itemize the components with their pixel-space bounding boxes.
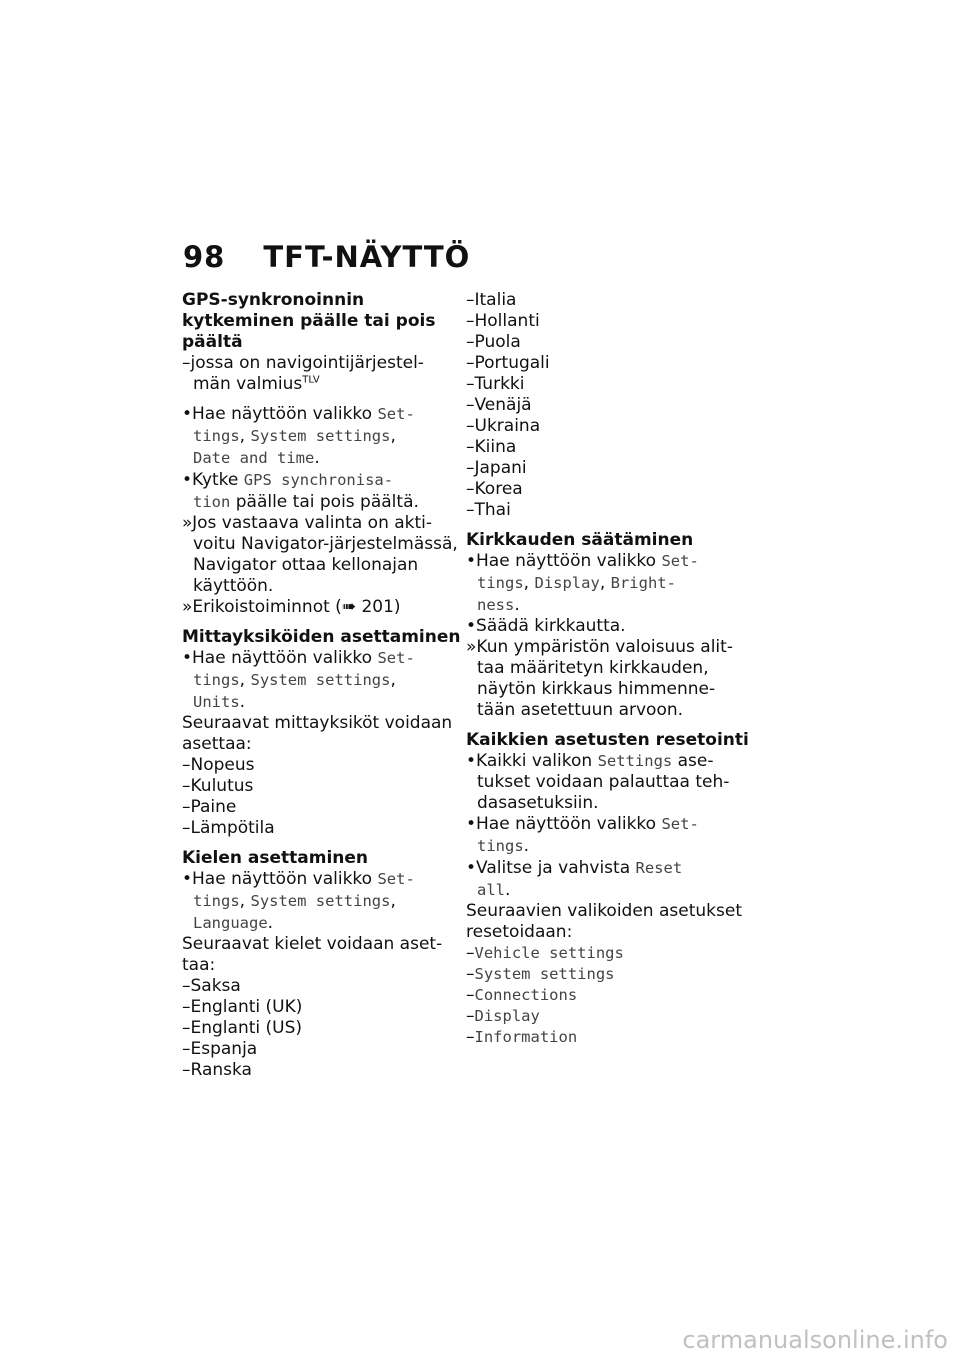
list-item: –Thai bbox=[466, 500, 511, 520]
instruction-step-cont: tukset voidaan palauttaa teh- bbox=[477, 772, 730, 792]
list-item: –Espanja bbox=[182, 1039, 258, 1059]
instruction-step: •Kaikki valikon Settings ase- bbox=[466, 751, 714, 771]
instruction-step-cont: dasasetuksiin. bbox=[477, 793, 599, 813]
condition-line: män valmius$^{TLV}$ bbox=[193, 374, 320, 394]
section-heading: kytkeminen päälle tai pois bbox=[182, 311, 436, 331]
instruction-step: •Hae näyttöön valikko Set- bbox=[466, 551, 699, 571]
instruction-step: •Hae näyttöön valikko Set- bbox=[182, 648, 415, 668]
instruction-step-cont: tings, Display, Bright- bbox=[477, 573, 676, 593]
instruction-step: •Hae näyttöön valikko Set- bbox=[182, 404, 415, 424]
list-item: –Kiina bbox=[466, 437, 517, 457]
section-heading: Kirkkauden säätäminen bbox=[466, 530, 694, 550]
section-heading: päältä bbox=[182, 332, 243, 352]
list-item: –System settings bbox=[466, 964, 615, 984]
list-item: –Kulutus bbox=[182, 776, 254, 796]
page-number: 98 bbox=[183, 240, 226, 274]
instruction-step-cont: tion päälle tai pois päältä. bbox=[193, 492, 419, 512]
section-heading: Kielen asettaminen bbox=[182, 848, 369, 868]
instruction-step: •Valitse ja vahvista Reset bbox=[466, 858, 683, 878]
section-reset bbox=[466, 730, 749, 1048]
list-item: –Information bbox=[466, 1027, 578, 1047]
list-item: –Englanti (UK) bbox=[182, 997, 303, 1017]
list-item: –Vehicle settings bbox=[466, 943, 624, 963]
instruction-step: •Hae näyttöön valikko Set- bbox=[182, 869, 415, 889]
list-item: –Ukraina bbox=[466, 416, 541, 436]
tlv-superscript: TLV bbox=[302, 374, 320, 386]
list-item: –Hollanti bbox=[466, 311, 540, 331]
condition-line: –jossa on navigointijärjestel- bbox=[182, 353, 424, 373]
list-item: –Ranska bbox=[182, 1060, 252, 1080]
list-item: –Nopeus bbox=[182, 755, 255, 775]
section-language bbox=[182, 848, 444, 1081]
list-item: –Connections bbox=[466, 985, 578, 1005]
result-line: taa määritetyn kirkkauden, bbox=[477, 658, 709, 678]
instruction-step-cont: tings, System settings, bbox=[193, 670, 396, 690]
result-line: käyttöön. bbox=[193, 576, 274, 596]
result-line: näytön kirkkaus himmenne- bbox=[477, 679, 716, 699]
watermark: carmanualsonline.info bbox=[682, 1326, 948, 1354]
body-text: Seuraavien valikoiden asetukset bbox=[466, 901, 742, 921]
body-text: asettaa: bbox=[182, 734, 252, 754]
instruction-step-cont: ness. bbox=[477, 595, 520, 615]
result-line: »Jos vastaava valinta on akti- bbox=[182, 513, 433, 533]
left-column bbox=[182, 290, 461, 1081]
list-item: –Paine bbox=[182, 797, 237, 817]
section-heading: GPS-synkronoinnin bbox=[182, 290, 365, 310]
instruction-step-cont: tings, System settings, bbox=[193, 426, 396, 446]
list-item: –Display bbox=[466, 1006, 540, 1026]
instruction-step: •Säädä kirkkautta. bbox=[466, 616, 626, 636]
body-text: Seuraavat mittayksiköt voidaan bbox=[182, 713, 453, 733]
result-line: Navigator ottaa kellonajan bbox=[193, 555, 419, 575]
result-line: tään asetettuun arvoon. bbox=[477, 700, 684, 720]
instruction-step-cont: Units. bbox=[193, 692, 246, 712]
list-item: –Saksa bbox=[182, 976, 241, 996]
list-item: –Lämpötila bbox=[182, 818, 275, 838]
section-units bbox=[182, 627, 461, 839]
list-item: –Venäjä bbox=[466, 395, 532, 415]
list-item: –Italia bbox=[466, 290, 517, 310]
body-text: resetoidaan: bbox=[466, 922, 573, 942]
instruction-step-cont: tings, System settings, bbox=[193, 891, 396, 911]
right-column bbox=[466, 290, 749, 1048]
instruction-step-cont: Date and time. bbox=[193, 448, 320, 468]
instruction-step: •Hae näyttöön valikko Set- bbox=[466, 814, 699, 834]
list-item: –Portugali bbox=[466, 353, 550, 373]
cross-reference: »Erikoistoiminnot (➠ 201) bbox=[182, 597, 401, 617]
instruction-step-cont: all. bbox=[477, 880, 511, 900]
instruction-step-cont: Language. bbox=[193, 913, 274, 933]
section-gps-sync bbox=[182, 290, 458, 618]
body-text: taa: bbox=[182, 955, 216, 975]
page-header bbox=[183, 240, 470, 274]
list-item: –Korea bbox=[466, 479, 523, 499]
page-title: TFT-NÄYTTÖ bbox=[263, 240, 471, 274]
body-text: Seuraavat kielet voidaan aset- bbox=[182, 934, 443, 954]
list-item: –Japani bbox=[466, 458, 527, 478]
result-line: »Kun ympäristön valoisuus alit- bbox=[466, 637, 733, 657]
section-languages-continued bbox=[466, 290, 744, 521]
section-brightness bbox=[466, 530, 744, 721]
list-item: –Englanti (US) bbox=[182, 1018, 303, 1038]
list-item: –Puola bbox=[466, 332, 521, 352]
arrow-icon: ➠ bbox=[341, 597, 357, 617]
section-heading: Kaikkien asetusten resetointi bbox=[466, 730, 749, 750]
section-heading: Mittayksiköiden asettaminen bbox=[182, 627, 461, 647]
instruction-step: •Kytke GPS synchronisa- bbox=[182, 470, 394, 490]
list-item: –Turkki bbox=[466, 374, 525, 394]
result-line: voitu Navigator-järjestelmässä, bbox=[193, 534, 458, 554]
instruction-step-cont: tings. bbox=[477, 836, 530, 856]
